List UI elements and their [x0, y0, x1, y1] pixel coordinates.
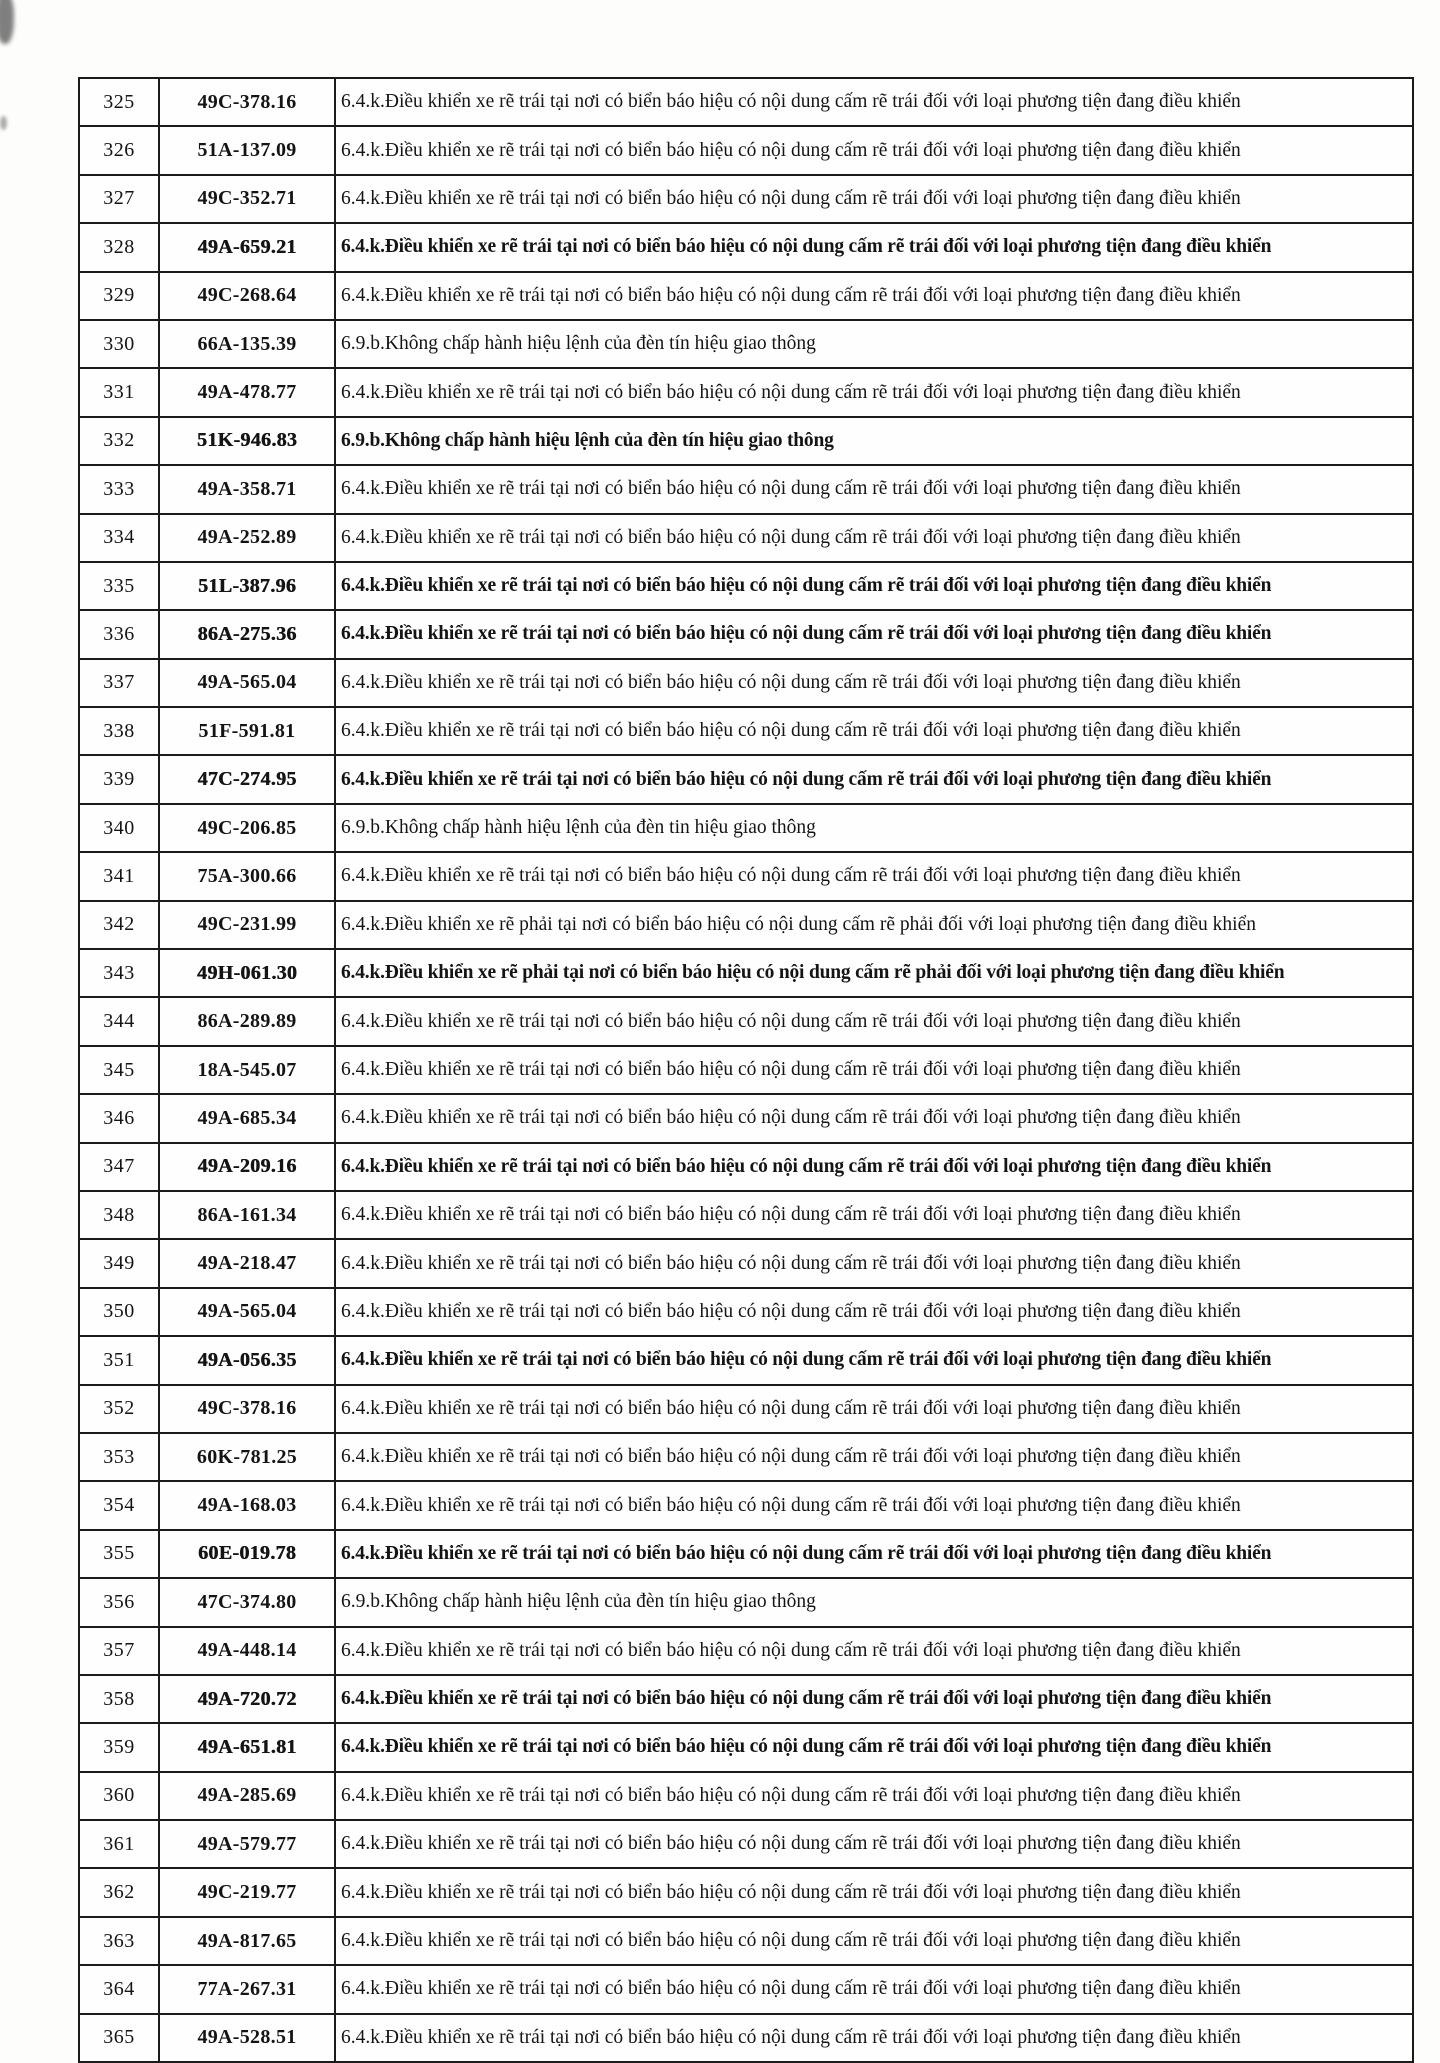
violation-description-cell: 6.4.k.Điều khiển xe rẽ trái tại nơi có biển báo hiệu có nội dung cấm rẽ trái đối với loại phương tiện đang điều khiển — [335, 1239, 1413, 1287]
violation-description-cell: 6.4.k.Điều khiển xe rẽ trái tại nơi có biển báo hiệu có nội dung cấm rẽ trái đối với loại phương tiện đang điều khiển — [335, 1917, 1413, 1965]
table-row — [79, 1094, 1413, 1142]
row-number-cell: 339 — [79, 755, 159, 803]
row-number-cell: 365 — [79, 2014, 159, 2062]
table-row — [79, 1046, 1413, 1094]
row-number-cell: 340 — [79, 804, 159, 852]
table-row — [79, 901, 1413, 949]
table-row — [79, 78, 1413, 126]
row-number-cell: 325 — [79, 78, 159, 126]
license-plate-cell: 49C-268.64 — [159, 272, 335, 320]
scan-dot — [0, 116, 7, 130]
violation-description-cell: 6.4.k.Điều khiển xe rẽ trái tại nơi có biển báo hiệu có nội dung cấm rẽ trái đối với loại phương tiện đang điều khiển — [335, 1385, 1413, 1433]
table-row — [79, 1239, 1413, 1287]
row-number-cell: 356 — [79, 1578, 159, 1626]
violation-description-cell: 6.4.k.Điều khiển xe rẽ trái tại nơi có biển báo hiệu có nội dung cấm rẽ trái đối với loại phương tiện đang điều khiển — [335, 514, 1413, 562]
row-number-cell: 353 — [79, 1433, 159, 1481]
table-row — [79, 272, 1413, 320]
table-row — [79, 1530, 1413, 1578]
license-plate-cell: 60K-781.25 — [159, 1433, 335, 1481]
violation-description-cell: 6.9.b.Không chấp hành hiệu lệnh của đèn tín hiệu giao thông — [335, 1578, 1413, 1626]
violation-description-cell: 6.4.k.Điều khiển xe rẽ trái tại nơi có biển báo hiệu có nội dung cấm rẽ trái đối với loại phương tiện đang điều khiển — [335, 465, 1413, 513]
violation-description-cell: 6.4.k.Điều khiển xe rẽ trái tại nơi có biển báo hiệu có nội dung cấm rẽ trái đối với loại phương tiện đang điều khiển — [335, 272, 1413, 320]
table-row — [79, 1868, 1413, 1916]
violation-description-cell: 6.4.k.Điều khiển xe rẽ trái tại nơi có biển báo hiệu có nội dung cấm rẽ trái đối với loại phương tiện đang điều khiển — [335, 1433, 1413, 1481]
license-plate-cell: 49C-231.99 — [159, 901, 335, 949]
table-row — [79, 1772, 1413, 1820]
violation-description-cell: 6.4.k.Điều khiển xe rẽ trái tại nơi có biển báo hiệu có nội dung cấm rẽ trái đối với loại phương tiện đang điều khiển — [335, 175, 1413, 223]
scan-smudge — [0, 0, 14, 44]
row-number-cell: 326 — [79, 126, 159, 174]
row-number-cell: 359 — [79, 1723, 159, 1771]
row-number-cell: 344 — [79, 997, 159, 1045]
table-row — [79, 1143, 1413, 1191]
violation-description-cell: 6.4.k.Điều khiển xe rẽ trái tại nơi có biển báo hiệu có nội dung cấm rẽ trái đối với loại phương tiện đang điều khiển — [335, 1772, 1413, 1820]
license-plate-cell: 66A-135.39 — [159, 320, 335, 368]
row-number-cell: 355 — [79, 1530, 159, 1578]
license-plate-cell: 49C-378.16 — [159, 78, 335, 126]
row-number-cell: 331 — [79, 368, 159, 416]
row-number-cell: 348 — [79, 1191, 159, 1239]
table-row — [79, 1385, 1413, 1433]
table-row — [79, 465, 1413, 513]
license-plate-cell: 49A-252.89 — [159, 514, 335, 562]
table-row — [79, 1336, 1413, 1384]
license-plate-cell: 49A-448.14 — [159, 1627, 335, 1675]
violation-description-cell: 6.4.k.Điều khiển xe rẽ trái tại nơi có biển báo hiệu có nội dung cấm rẽ trái đối với loại phương tiện đang điều khiển — [335, 610, 1413, 658]
violation-description-cell: 6.4.k.Điều khiển xe rẽ trái tại nơi có biển báo hiệu có nội dung cấm rẽ trái đối với loại phương tiện đang điều khiển — [335, 1288, 1413, 1336]
violation-description-cell: 6.4.k.Điều khiển xe rẽ trái tại nơi có biển báo hiệu có nội dung cấm rẽ trái đối với loại phương tiện đang điều khiển — [335, 1820, 1413, 1868]
violation-description-cell: 6.4.k.Điều khiển xe rẽ trái tại nơi có biển báo hiệu có nội dung cấm rẽ trái đối với loại phương tiện đang điều khiển — [335, 1965, 1413, 2013]
row-number-cell: 361 — [79, 1820, 159, 1868]
license-plate-cell: 49A-565.04 — [159, 659, 335, 707]
table-row — [79, 223, 1413, 271]
license-plate-cell: 49A-528.51 — [159, 2014, 335, 2062]
row-number-cell: 362 — [79, 1868, 159, 1916]
table-row — [79, 1627, 1413, 1675]
license-plate-cell: 49A-659.21 — [159, 223, 335, 271]
table-row — [79, 368, 1413, 416]
license-plate-cell: 49C-206.85 — [159, 804, 335, 852]
violation-description-cell: 6.4.k.Điều khiển xe rẽ trái tại nơi có biển báo hiệu có nội dung cấm rẽ trái đối với loại phương tiện đang điều khiển — [335, 1627, 1413, 1675]
license-plate-cell: 49A-478.77 — [159, 368, 335, 416]
row-number-cell: 352 — [79, 1385, 159, 1433]
license-plate-cell: 51F-591.81 — [159, 707, 335, 755]
table-row — [79, 1965, 1413, 2013]
row-number-cell: 364 — [79, 1965, 159, 2013]
violation-description-cell: 6.4.k.Điều khiển xe rẽ trái tại nơi có biển báo hiệu có nội dung cấm rẽ trái đối với loại phương tiện đang điều khiển — [335, 1046, 1413, 1094]
table-row — [79, 659, 1413, 707]
row-number-cell: 360 — [79, 1772, 159, 1820]
license-plate-cell: 49A-651.81 — [159, 1723, 335, 1771]
violation-description-cell: 6.4.k.Điều khiển xe rẽ trái tại nơi có biển báo hiệu có nội dung cấm rẽ trái đối với loại phương tiện đang điều khiển — [335, 997, 1413, 1045]
license-plate-cell: 51K-946.83 — [159, 417, 335, 465]
license-plate-cell: 47C-274.95 — [159, 755, 335, 803]
violation-description-cell: 6.9.b.Không chấp hành hiệu lệnh của đèn tín hiệu giao thông — [335, 417, 1413, 465]
license-plate-cell: 49A-218.47 — [159, 1239, 335, 1287]
violation-description-cell: 6.4.k.Điều khiển xe rẽ trái tại nơi có biển báo hiệu có nội dung cấm rẽ trái đối với loại phương tiện đang điều khiển — [335, 1143, 1413, 1191]
row-number-cell: 328 — [79, 223, 159, 271]
license-plate-cell: 86A-275.36 — [159, 610, 335, 658]
violation-description-cell: 6.4.k.Điều khiển xe rẽ trái tại nơi có biển báo hiệu có nội dung cấm rẽ trái đối với loại phương tiện đang điều khiển — [335, 368, 1413, 416]
row-number-cell: 346 — [79, 1094, 159, 1142]
license-plate-cell: 18A-545.07 — [159, 1046, 335, 1094]
license-plate-cell: 49A-565.04 — [159, 1288, 335, 1336]
license-plate-cell: 49C-219.77 — [159, 1868, 335, 1916]
row-number-cell: 342 — [79, 901, 159, 949]
license-plate-cell: 49H-061.30 — [159, 949, 335, 997]
license-plate-cell: 86A-161.34 — [159, 1191, 335, 1239]
license-plate-cell: 75A-300.66 — [159, 852, 335, 900]
license-plate-cell: 49A-168.03 — [159, 1481, 335, 1529]
violation-description-cell: 6.4.k.Điều khiển xe rẽ trái tại nơi có biển báo hiệu có nội dung cấm rẽ trái đối với loại phương tiện đang điều khiển — [335, 852, 1413, 900]
row-number-cell: 343 — [79, 949, 159, 997]
violation-description-cell: 6.4.k.Điều khiển xe rẽ trái tại nơi có biển báo hiệu có nội dung cấm rẽ trái đối với loại phương tiện đang điều khiển — [335, 562, 1413, 610]
table-row — [79, 514, 1413, 562]
table-row — [79, 175, 1413, 223]
violation-description-cell: 6.9.b.Không chấp hành hiệu lệnh của đèn tín hiệu giao thông — [335, 320, 1413, 368]
license-plate-cell: 49C-352.71 — [159, 175, 335, 223]
table-row — [79, 852, 1413, 900]
table-row — [79, 755, 1413, 803]
table-row — [79, 610, 1413, 658]
row-number-cell: 333 — [79, 465, 159, 513]
table-row — [79, 2014, 1413, 2062]
violation-description-cell: 6.4.k.Điều khiển xe rẽ trái tại nơi có biển báo hiệu có nội dung cấm rẽ trái đối với loại phương tiện đang điều khiển — [335, 126, 1413, 174]
row-number-cell: 350 — [79, 1288, 159, 1336]
violation-description-cell: 6.4.k.Điều khiển xe rẽ trái tại nơi có biển báo hiệu có nội dung cấm rẽ trái đối với loại phương tiện đang điều khiển — [335, 707, 1413, 755]
violation-description-cell: 6.4.k.Điều khiển xe rẽ trái tại nơi có biển báo hiệu có nội dung cấm rẽ trái đối với loại phương tiện đang điều khiển — [335, 1191, 1413, 1239]
row-number-cell: 329 — [79, 272, 159, 320]
license-plate-cell: 49A-685.34 — [159, 1094, 335, 1142]
license-plate-cell: 60E-019.78 — [159, 1530, 335, 1578]
violation-description-cell: 6.4.k.Điều khiển xe rẽ trái tại nơi có biển báo hiệu có nội dung cấm rẽ trái đối với loại phương tiện đang điều khiển — [335, 1336, 1413, 1384]
violation-description-cell: 6.4.k.Điều khiển xe rẽ trái tại nơi có biển báo hiệu có nội dung cấm rẽ trái đối với loại phương tiện đang điều khiển — [335, 1481, 1413, 1529]
table-row — [79, 1820, 1413, 1868]
row-number-cell: 351 — [79, 1336, 159, 1384]
license-plate-cell: 49A-285.69 — [159, 1772, 335, 1820]
row-number-cell: 334 — [79, 514, 159, 562]
license-plate-cell: 49A-817.65 — [159, 1917, 335, 1965]
row-number-cell: 327 — [79, 175, 159, 223]
license-plate-cell: 49A-209.16 — [159, 1143, 335, 1191]
table-row — [79, 417, 1413, 465]
table-row — [79, 1191, 1413, 1239]
row-number-cell: 349 — [79, 1239, 159, 1287]
row-number-cell: 330 — [79, 320, 159, 368]
row-number-cell: 338 — [79, 707, 159, 755]
license-plate-cell: 47C-374.80 — [159, 1578, 335, 1626]
table-row — [79, 949, 1413, 997]
license-plate-cell: 49C-378.16 — [159, 1385, 335, 1433]
row-number-cell: 332 — [79, 417, 159, 465]
violation-description-cell: 6.4.k.Điều khiển xe rẽ phải tại nơi có biển báo hiệu có nội dung cấm rẽ phải đối với loại phương tiện đang điều khiển — [335, 901, 1413, 949]
row-number-cell: 341 — [79, 852, 159, 900]
license-plate-cell: 51A-137.09 — [159, 126, 335, 174]
row-number-cell: 354 — [79, 1481, 159, 1529]
row-number-cell: 336 — [79, 610, 159, 658]
row-number-cell: 347 — [79, 1143, 159, 1191]
table-row — [79, 562, 1413, 610]
violation-description-cell: 6.4.k.Điều khiển xe rẽ trái tại nơi có biển báo hiệu có nội dung cấm rẽ trái đối với loại phương tiện đang điều khiển — [335, 1723, 1413, 1771]
table-row — [79, 1433, 1413, 1481]
violations-table-body — [79, 78, 1413, 2062]
violation-description-cell: 6.4.k.Điều khiển xe rẽ trái tại nơi có biển báo hiệu có nội dung cấm rẽ trái đối với loại phương tiện đang điều khiển — [335, 223, 1413, 271]
license-plate-cell: 86A-289.89 — [159, 997, 335, 1045]
row-number-cell: 363 — [79, 1917, 159, 1965]
license-plate-cell: 49A-056.35 — [159, 1336, 335, 1384]
violation-description-cell: 6.4.k.Điều khiển xe rẽ phải tại nơi có biển báo hiệu có nội dung cấm rẽ phải đối với loại phương tiện đang điều khiển — [335, 949, 1413, 997]
license-plate-cell: 49A-579.77 — [159, 1820, 335, 1868]
table-row — [79, 1917, 1413, 1965]
violation-description-cell: 6.4.k.Điều khiển xe rẽ trái tại nơi có biển báo hiệu có nội dung cấm rẽ trái đối với loại phương tiện đang điều khiển — [335, 1530, 1413, 1578]
row-number-cell: 337 — [79, 659, 159, 707]
row-number-cell: 358 — [79, 1675, 159, 1723]
violation-description-cell: 6.4.k.Điều khiển xe rẽ trái tại nơi có biển báo hiệu có nội dung cấm rẽ trái đối với loại phương tiện đang điều khiển — [335, 755, 1413, 803]
table-row — [79, 997, 1413, 1045]
row-number-cell: 345 — [79, 1046, 159, 1094]
violation-description-cell: 6.4.k.Điều khiển xe rẽ trái tại nơi có biển báo hiệu có nội dung cấm rẽ trái đối với loại phương tiện đang điều khiển — [335, 1868, 1413, 1916]
violation-description-cell: 6.9.b.Không chấp hành hiệu lệnh của đèn tin hiệu giao thông — [335, 804, 1413, 852]
table-row — [79, 126, 1413, 174]
table-row — [79, 1723, 1413, 1771]
table-row — [79, 1675, 1413, 1723]
license-plate-cell: 77A-267.31 — [159, 1965, 335, 2013]
license-plate-cell: 49A-358.71 — [159, 465, 335, 513]
violation-description-cell: 6.4.k.Điều khiển xe rẽ trái tại nơi có biển báo hiệu có nội dung cấm rẽ trái đối với loại phương tiện đang điều khiển — [335, 659, 1413, 707]
violation-description-cell: 6.4.k.Điều khiển xe rẽ trái tại nơi có biển báo hiệu có nội dung cấm rẽ trái đối với loại phương tiện đang điều khiển — [335, 1675, 1413, 1723]
violation-description-cell: 6.4.k.Điều khiển xe rẽ trái tại nơi có biển báo hiệu có nội dung cấm rẽ trái đối với loại phương tiện đang điều khiển — [335, 78, 1413, 126]
table-row — [79, 1481, 1413, 1529]
table-row — [79, 1578, 1413, 1626]
violations-table — [78, 77, 1414, 2063]
license-plate-cell: 49A-720.72 — [159, 1675, 335, 1723]
row-number-cell: 357 — [79, 1627, 159, 1675]
violation-description-cell: 6.4.k.Điều khiển xe rẽ trái tại nơi có biển báo hiệu có nội dung cấm rẽ trái đối với loại phương tiện đang điều khiển — [335, 1094, 1413, 1142]
table-row — [79, 707, 1413, 755]
violation-description-cell: 6.4.k.Điều khiển xe rẽ trái tại nơi có biển báo hiệu có nội dung cấm rẽ trái đối với loại phương tiện đang điều khiển — [335, 2014, 1413, 2062]
table-row — [79, 320, 1413, 368]
license-plate-cell: 51L-387.96 — [159, 562, 335, 610]
table-row — [79, 1288, 1413, 1336]
table-row — [79, 804, 1413, 852]
row-number-cell: 335 — [79, 562, 159, 610]
